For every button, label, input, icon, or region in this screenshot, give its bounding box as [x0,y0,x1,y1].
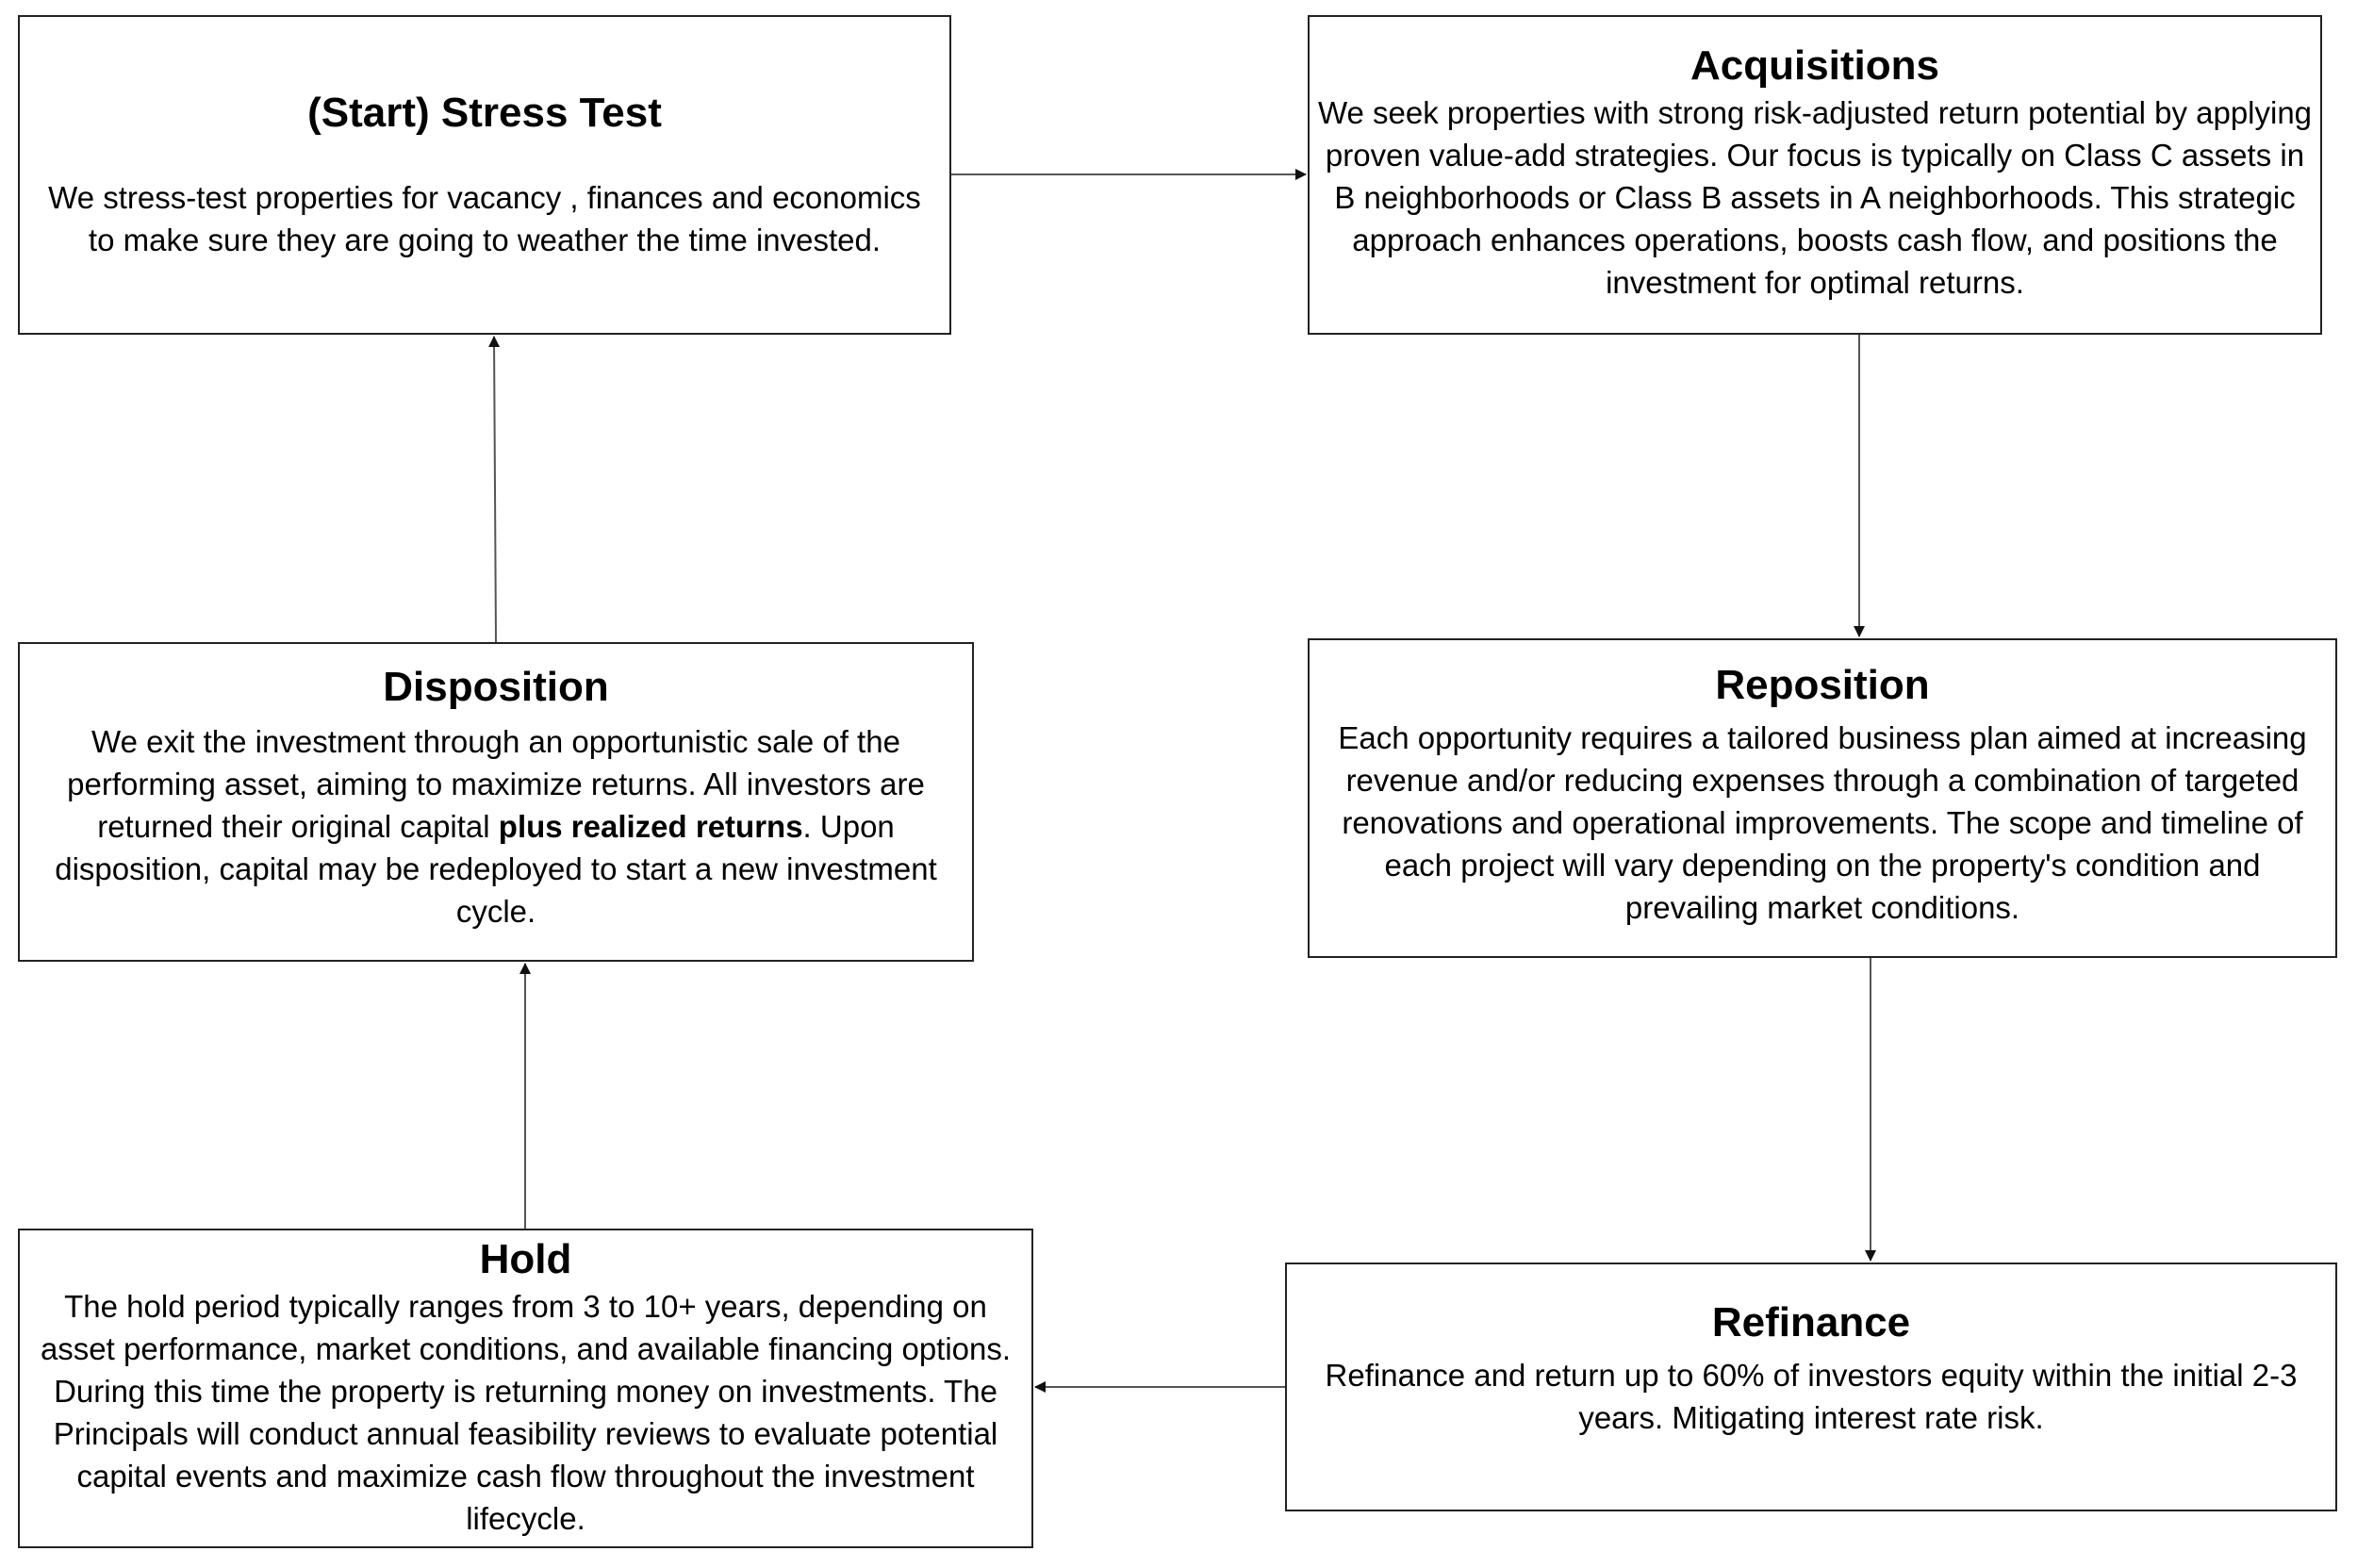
reposition-title: Reposition [1715,662,1930,708]
disposition-text-emphasis: plus realized returns [498,808,803,844]
disposition-text-part-2: . Upon disposition, capital may be redeployed to start a new investment cycle. [55,808,937,929]
disposition-text-part-1: We exit the investment through an opportunistic sale of the performing asset, aiming to maximize returns. All investors are returned their original capital [67,723,925,844]
refinance-box [1285,1263,2337,1511]
stress-test-title: (Start) Stress Test [307,90,662,137]
refinance-description: Refinance and return up to 60% of investors equity within the initial 2-3 years. Mitigating interest rate risk. [1325,1357,2298,1435]
stress-test-box [18,15,951,335]
reposition-description: Each opportunity requires a tailored business plan aimed at increasing revenue and/or reducing expenses through a combination of targeted renovations and operational improvements. The scope and timeline of each project will vary depending on the property's condition and prevailing market conditions. [1338,719,2307,925]
disposition-title: Disposition [383,664,609,710]
stress-test-description: We stress-test properties for vacancy , finances and economics to make sure they are going to weather the time invested. [48,179,921,257]
arrow-disposition-to-stress [494,337,496,642]
disposition-description [20,720,972,933]
acquisitions-box [1308,15,2322,335]
reposition-box [1308,638,2337,958]
acquisitions-description: We seek properties with strong risk-adjusted return potential by applying proven value-add strategies. Our focus is typically on Class C assets in B neighborhoods or Class B assets in A neighborhoods. This strategic approach enhances operations, boosts cash flow, and positions the investment for optimal returns. [1317,94,2313,300]
refinance-title: Refinance [1711,1299,1911,1345]
hold-box [18,1229,1033,1548]
hold-description: The hold period typically ranges from 3 to 10+ years, depending on asset performance, market conditions, and available financing options. During this time the property is returning money on investments. The Principals will conduct annual feasibility reviews to evaluate potential capital events and maximize cash flow throughout the investment lifecycle. [40,1288,1012,1536]
disposition-box [18,642,974,962]
acquisitions-title: Acquisitions [1689,42,1940,89]
hold-title: Hold [479,1236,572,1282]
